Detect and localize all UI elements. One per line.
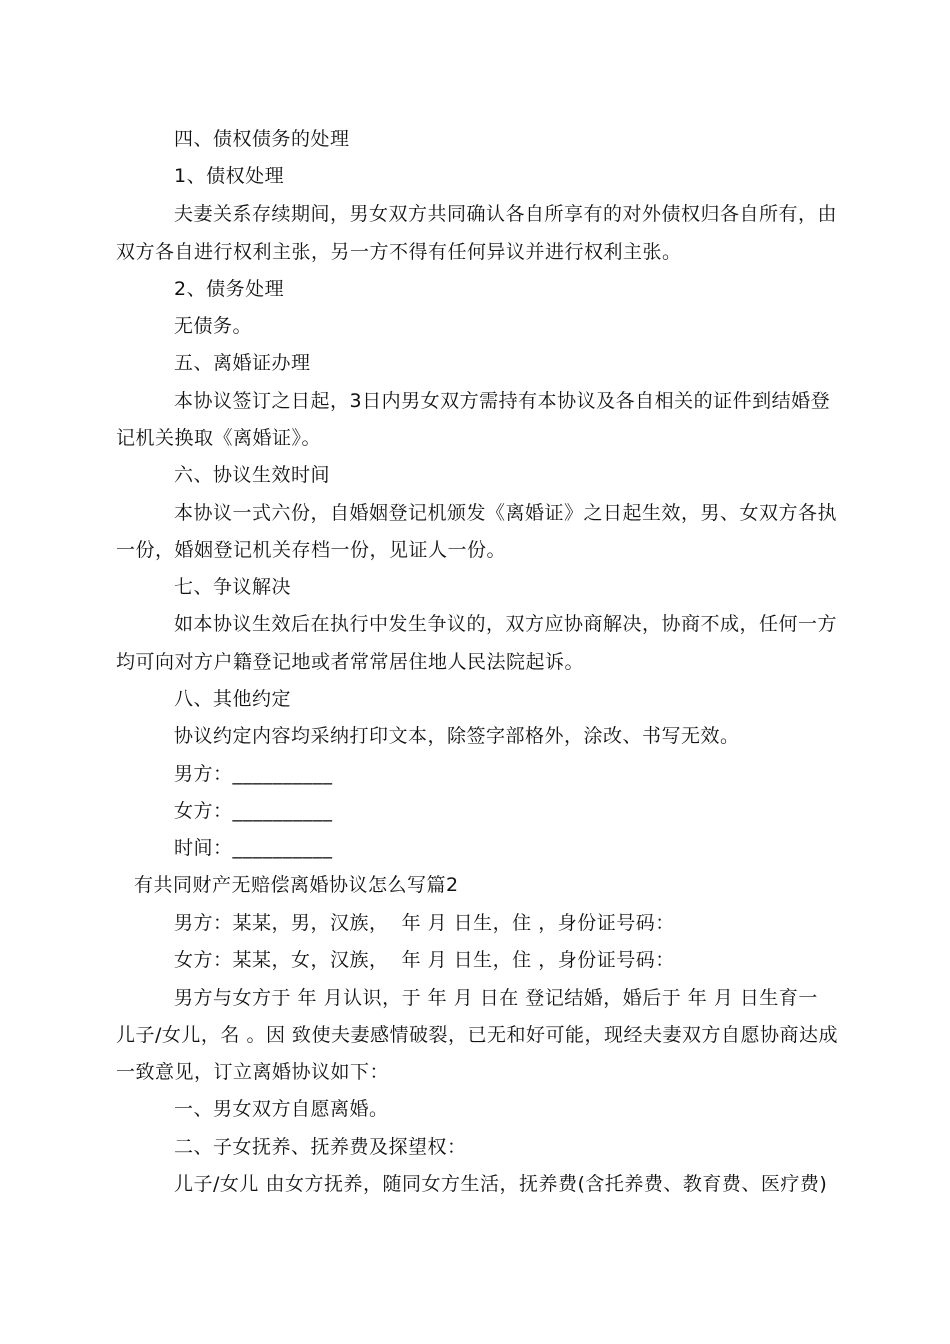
paragraph-line: 夫妻关系存续期间，男女双方共同确认各自所享有的对外债权归各自所有，由: [174, 203, 838, 225]
paragraph-line: 双方各自进行权利主张，另一方不得有任何异议并进行权利主张。: [116, 241, 682, 263]
signature-female: 女方：__________: [174, 800, 333, 822]
paragraph-line: 记机关换取《离婚证》。: [116, 427, 322, 449]
section-heading-8: 八、其他约定: [174, 688, 292, 710]
section-heading-5: 五、离婚证办理: [174, 352, 311, 374]
paragraph-line: 一份，婚姻登记机关存档一份，见证人一份。: [116, 539, 507, 561]
party-female: 女方：某某，女，汉族， 年 月 日生，住 ，身份证号码：: [174, 949, 675, 971]
paragraph-line: 男方与女方于 年 月认识，于 年 月 日在 登记结婚，婚后于 年 月 日生育一: [174, 987, 818, 1009]
paragraph-line: 均可向对方户籍登记地或者常常居住地人民法院起诉。: [116, 651, 585, 673]
section-heading-2: 二、子女抚养、抚养费及探望权：: [174, 1136, 467, 1158]
section-heading-4: 四、债权债务的处理: [174, 128, 350, 150]
party-male: 男方：某某，男，汉族， 年 月 日生，住 ，身份证号码：: [174, 912, 675, 934]
paragraph-line: 本协议签订之日起，3日内男女双方需持有本协议及各自相关的证件到结婚登: [174, 390, 831, 412]
section-heading-7: 七、争议解决: [174, 576, 292, 598]
section-heading-1: 一、男女双方自愿离婚。: [174, 1098, 389, 1120]
signature-date: 时间：__________: [174, 837, 333, 859]
subheading-1: 1、债权处理: [174, 165, 285, 187]
subheading-2: 2、债务处理: [174, 278, 285, 300]
article-title: 有共同财产无赔偿离婚协议怎么写篇2: [134, 874, 459, 896]
paragraph-line: 本协议一式六份，自婚姻登记机颁发《离婚证》之日起生效，男、女双方各执: [174, 502, 838, 524]
paragraph-line: 一致意见，订立离婚协议如下：: [116, 1061, 390, 1083]
paragraph-line: 无债务。: [174, 315, 253, 337]
paragraph-line: 如本协议生效后在执行中发生争议的，双方应协商解决，协商不成，任何一方: [174, 613, 838, 635]
section-heading-6: 六、协议生效时间: [174, 464, 331, 486]
signature-male: 男方：__________: [174, 763, 333, 785]
paragraph-line: 协议约定内容均采纳打印文本，除签字部格外，涂改、书写无效。: [174, 725, 740, 747]
paragraph-line: 儿子/女儿，名 。因 致使夫妻感情破裂，已无和好可能，现经夫妻双方自愿协商达成: [116, 1024, 838, 1046]
paragraph-line: 儿子/女儿 由女方抚养，随同女方生活，抚养费(含托养费、教育费、医疗费): [174, 1173, 828, 1195]
